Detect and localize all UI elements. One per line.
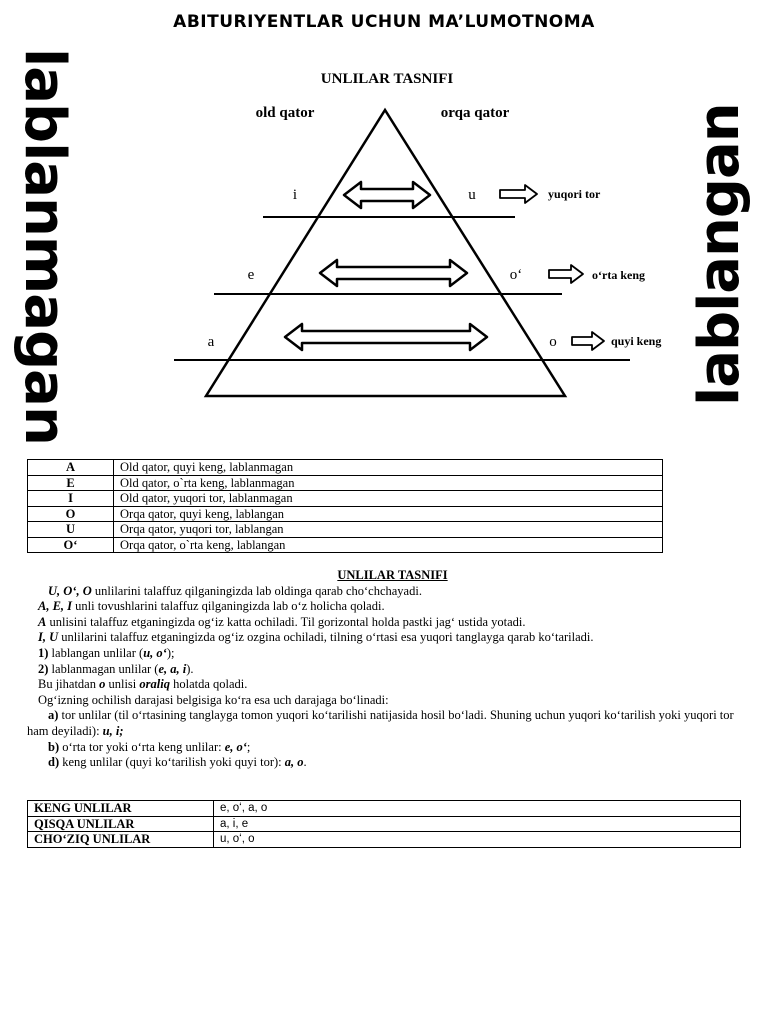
table-cell: Orqa qator, o`rta keng, lablangan (114, 537, 663, 553)
table-row (28, 522, 663, 538)
paragraph (27, 708, 743, 739)
table-cell: e, o‘, a, o (214, 801, 741, 817)
emphasis: I, U (38, 630, 59, 645)
emphasis: oraliq (139, 677, 170, 692)
vowel-types-table (27, 800, 741, 848)
table-row (28, 801, 741, 817)
emphasis: o (99, 677, 106, 692)
table-cell: Old qator, o`rta keng, lablanmagan (114, 475, 663, 491)
list-number: 1) (38, 645, 49, 660)
explanation-text (27, 568, 743, 771)
table-cell: O (28, 506, 114, 522)
emphasis: e, o‘ (224, 739, 247, 754)
triangle-outline (206, 110, 565, 396)
table-row (28, 475, 663, 491)
side-label-left: lablanmagan (12, 48, 77, 445)
paragraph-text: unli tovushlarini talaffuz qilganingizda lab o‘z holicha qoladi. (72, 599, 385, 614)
table-row (28, 491, 663, 507)
emphasis: e, a, i (158, 661, 187, 676)
page-header: ABITURIYENTLAR UCHUN MA’LUMOTNOMA (173, 12, 595, 32)
section-title: UNLILAR TASNIFI (337, 568, 448, 582)
table-cell: A (28, 460, 114, 476)
table-cell: a, i, e (214, 816, 741, 832)
row-label-3: quyi keng (611, 334, 662, 348)
paragraph (27, 584, 743, 600)
table-cell: E (28, 475, 114, 491)
vowel-left-1: i (292, 187, 298, 203)
paragraph-text: ; (246, 739, 251, 754)
row-label-2: o‘rta keng (592, 268, 645, 282)
paragraph-text: . (303, 755, 307, 770)
vowel-left-2: e (247, 267, 255, 283)
col-label-left: old qator (255, 105, 315, 121)
table-cell: O‘ (28, 537, 114, 553)
paragraph-text: unlisi (105, 677, 140, 692)
emphasis: a, o (284, 755, 304, 770)
diagram-title: UNLILAR TASNIFI (320, 71, 454, 87)
emphasis: A, E, I (38, 599, 73, 614)
paragraph (27, 662, 743, 678)
table-cell: U (28, 522, 114, 538)
table-cell: Orqa qator, quyi keng, lablangan (114, 506, 663, 522)
right-arrow-icon (572, 332, 604, 350)
paragraph-text: Bu jihatdan (38, 677, 100, 692)
vowel-right-1: u (468, 187, 476, 203)
vowel-left-3: a (207, 334, 215, 350)
table-cell: I (28, 491, 114, 507)
table-cell: CHO‘ZIQ UNLILAR (28, 832, 214, 848)
table-cell: Old qator, quyi keng, lablanmagan (114, 460, 663, 476)
paragraph (27, 646, 743, 662)
paragraph-text: lablanmagan unlilar ( (48, 661, 159, 676)
paragraph (27, 630, 743, 646)
paragraph (27, 677, 743, 693)
table-cell: QISQA UNLILAR (28, 816, 214, 832)
table-cell: u, o‘, o (214, 832, 741, 848)
double-arrow-icon (320, 260, 467, 286)
table-cell: Orqa qator, yuqori tor, lablangan (114, 522, 663, 538)
paragraph-text: holatda qoladi. (169, 677, 248, 692)
right-arrow-icon (549, 265, 583, 283)
list-letter: a) (48, 708, 59, 723)
paragraph (27, 599, 743, 615)
paragraph (27, 693, 743, 709)
side-label-right: lablangan (687, 103, 752, 406)
paragraph-text: ); (166, 645, 175, 660)
table-cell: KENG UNLILAR (28, 801, 214, 817)
emphasis: u, o‘ (143, 645, 167, 660)
vowel-right-2: o‘ (509, 267, 523, 283)
paragraph-text: lablangan unlilar ( (48, 645, 144, 660)
vowel-right-3: o (549, 334, 557, 350)
table-row (28, 506, 663, 522)
paragraph-text: tor unlilar (til o‘rtasining tanglayga tomon yuqori ko‘tarilishi natijasida hosil bo‘ladi. Shuning uchun yuqori ko‘tarilish yoki yuqori tor ham deyiladi): (27, 708, 734, 738)
list-letter: d) (48, 755, 60, 770)
double-arrow-icon (285, 324, 487, 350)
paragraph (27, 740, 743, 756)
double-arrow-icon (344, 182, 430, 208)
paragraph-text: unlisini talaffuz etganingizda og‘iz katta ochiladi. Til gorizontal holda pastki jag‘ ustida yotadi. (46, 614, 526, 629)
list-letter: b) (48, 739, 60, 754)
table-row (28, 816, 741, 832)
paragraph (27, 615, 743, 631)
paragraph-text: unlilarini talaffuz qilganingizda lab oldinga qarab cho‘chchayadi. (91, 583, 422, 598)
vowel-triangle-diagram (0, 60, 768, 410)
paragraph (27, 755, 743, 771)
paragraph-text: o‘rta tor yoki o‘rta keng unlilar: (59, 739, 225, 754)
paragraph-text: unlilarini talaffuz etganingizda og‘iz ozgina ochiladi, tilning o‘rtasi esa yuqori tanglayga qarab ko‘tariladi. (58, 630, 594, 645)
table-cell: Old qator, yuqori tor, lablanmagan (114, 491, 663, 507)
right-arrow-icon (500, 185, 537, 203)
row-label-1: yuqori tor (548, 187, 601, 201)
table-row (28, 537, 663, 553)
emphasis: A (38, 614, 47, 629)
emphasis: U, O‘, O (48, 583, 92, 598)
col-label-right: orqa qator (440, 105, 510, 121)
emphasis: u, i; (102, 723, 124, 738)
paragraph-text: keng unlilar (quyi ko‘tarilish yoki quyi tor): (59, 755, 285, 770)
vowel-classification-table (27, 459, 663, 553)
table-row (28, 832, 741, 848)
table-row (28, 460, 663, 476)
paragraph-text: Og‘izning ochilish darajasi belgisiga ko‘ra esa uch darajaga bo‘linadi: (38, 692, 389, 707)
paragraph-text: ). (186, 661, 194, 676)
list-number: 2) (38, 661, 49, 676)
